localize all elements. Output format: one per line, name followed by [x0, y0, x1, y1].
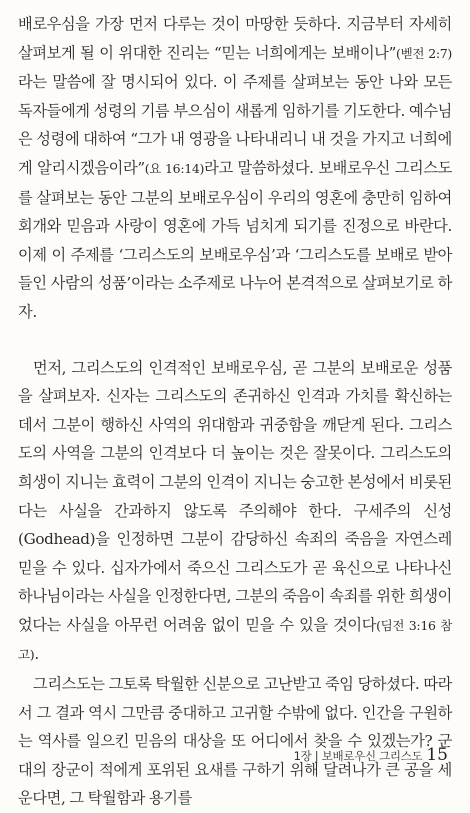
- paragraph-1-text-b: 라는 말씀에 잘 명시되어 있다. 이 주제를 살펴보는 동안 나와 모든 독자들에게 성령의 기름 부으심이 새롭게 임하기를 기도한다. 예수님은 성령에 대하여 “그가 내 영광을 나타내리니 내 것을 가지고 너희에게 알리시겠음이라”: [18, 73, 452, 177]
- scripture-citation: (딤전 3:16 참고): [18, 617, 452, 663]
- scripture-citation: (벧전 2:7): [396, 45, 452, 61]
- paragraph-3-text: 그리스도는 그토록 탁월한 신분으로 고난받고 죽임 당하셨다. 따라서 그 결과 역시 그만큼 중대하고 고귀할 수밖에 없다. 인간을 구원하는 역사를 일으킨 믿음의 대상을 또 어디에서 찾을 수 있겠는가? 군대의 장군이 적에게 포위된 요새를 구하기 위해 달려나가 큰 공을 세운다면, 그 탁월함과 용기를: [18, 675, 452, 808]
- paragraph-2: [18, 354, 452, 671]
- paragraph-3: [18, 670, 452, 813]
- running-footer-chapter: 1장 | 보배로우신 그리스도: [293, 749, 423, 763]
- page-body: [18, 10, 452, 813]
- page-number: 15: [426, 745, 448, 765]
- paragraph-1-text-c: 라고 말씀하셨다. 보배로우신 그리스도를 살펴보는 동안 그분의 보배로우심이 우리의 영혼에 충만히 임하여 회개와 믿음과 사랑이 영혼에 가득 넘치게 되기를 진정으로 바란다. 이제 이 주제를 ‘그리스도의 보배로우심’과 ‘그리스도를 보배로 받아들인 사람의 성품’이라는 소주제로 나누어 본격적으로 살펴보기로 하자.: [18, 158, 452, 321]
- paragraph-gap: [18, 327, 452, 354]
- paragraph-2-text-b: .: [34, 645, 39, 664]
- page-footer: [294, 745, 448, 765]
- scripture-citation: (요 16:14): [144, 160, 205, 176]
- paragraph-1-text-a: 배로우심을 가장 먼저 다루는 것이 마땅한 듯하다. 지금부터 자세히 살펴보게 될 이 위대한 진리는 “믿는 너희에게는 보배이나”: [18, 15, 452, 62]
- paragraph-1: [18, 10, 452, 327]
- paragraph-2-text-a: 먼저, 그리스도의 인격적인 보배로우심, 곧 그분의 보배로운 성품을 살펴보자. 신자는 그리스도의 존귀하신 인격과 가치를 확신하는 데서 그분이 행하신 사역의 위대함과 귀중함을 깨닫게 된다. 그리스도의 사역을 그분의 인격보다 더 높이는 것은 잘못이다. 그리스도의 희생이 지니는 효력이 그분의 인격이 지니는 숭고한 본성에서 비롯된다는 사실을 간과하지 않도록 주의해야 한다. 구세주의 신성(Godhead)을 인정하면 그분이 감당하신 속죄의 죽음을 자연스레 믿을 수 있다. 십자가에서 죽으신 그리스도가 곧 육신으로 나타나신 하나님이라는 사실을 인정한다면, 그분의 죽음이 속죄를 위한 희생이었다는 사실을 아무런 어려움 없이 믿을 수 있을 것이다: [18, 358, 452, 634]
